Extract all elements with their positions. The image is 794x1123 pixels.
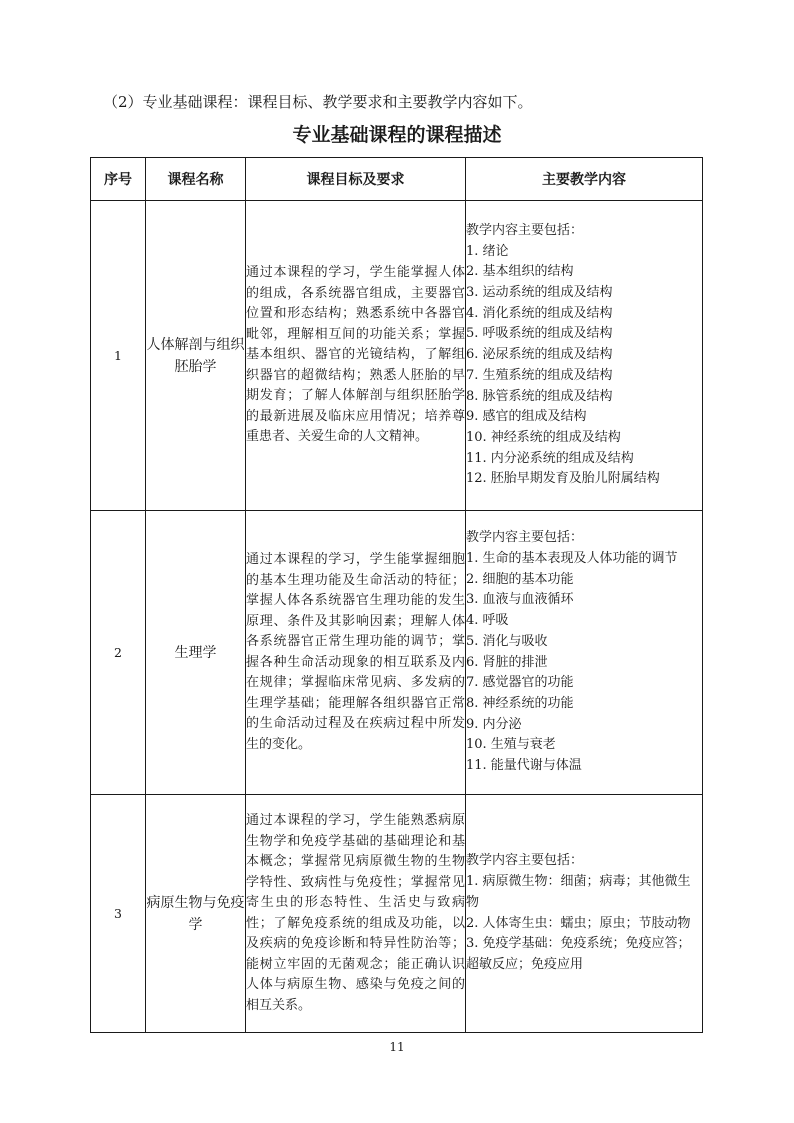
content-list: [466, 242, 702, 490]
table-row: [91, 795, 703, 1033]
course-content: [466, 201, 703, 511]
content-item: 5. 消化与吸收: [466, 633, 548, 649]
intro-paragraph: （2）专业基础课程：课程目标、教学要求和主要教学内容如下。: [103, 93, 533, 111]
content-item: 12. 胚胎早期发育及胎儿附属结构: [466, 471, 660, 487]
table-row: [91, 201, 703, 511]
page-number: 11: [389, 1040, 405, 1054]
course-name: 生理学: [146, 511, 246, 795]
content-item: 4. 消化系统的组成及结构: [466, 305, 613, 321]
table-title: 专业基础课程的课程描述: [292, 124, 502, 146]
table-row: [91, 511, 703, 795]
content-intro: 教学内容主要包括：: [466, 853, 584, 869]
content-item: 3. 免疫学基础：免疫系统；免疫应答；超敏反应；免疫应用: [466, 936, 691, 972]
header-num: 序号: [91, 158, 146, 201]
header-content: 主要教学内容: [466, 158, 703, 201]
content-item: 7. 感觉器官的功能: [466, 675, 574, 691]
row-number: 1: [91, 201, 146, 511]
content-list: [466, 549, 702, 777]
course-table: [90, 157, 703, 1033]
row-number: 3: [91, 795, 146, 1033]
content-list: [466, 872, 702, 976]
course-name: 人体解剖与组织胚胎学: [146, 201, 246, 511]
content-item: 4. 呼吸: [466, 613, 509, 629]
content-item: 2. 细胞的基本功能: [466, 571, 574, 587]
course-content: [466, 795, 703, 1033]
row-number: 2: [91, 511, 146, 795]
content-item: 9. 感官的组成及结构: [466, 409, 587, 425]
header-goal: 课程目标及要求: [246, 158, 466, 201]
content-item: 3. 血液与血液循环: [466, 592, 574, 608]
content-item: 11. 能量代谢与体温: [466, 758, 582, 774]
content-item: 10. 生殖与衰老: [466, 737, 556, 753]
content-intro: 教学内容主要包括：: [466, 530, 584, 546]
table-header: [91, 158, 703, 201]
content-item: 5. 呼吸系统的组成及结构: [466, 326, 613, 342]
content-item: 3. 运动系统的组成及结构: [466, 285, 613, 301]
content-item: 7. 生殖系统的组成及结构: [466, 367, 613, 383]
course-content: [466, 511, 703, 795]
content-item: 1. 绪论: [466, 243, 509, 259]
header-name: 课程名称: [146, 158, 246, 201]
content-item: 2. 基本组织的结构: [466, 264, 574, 280]
content-item: 6. 泌尿系统的组成及结构: [466, 347, 613, 363]
course-goal: 通过本课程的学习，学生能熟悉病原生物学和免疫学基础的基础理论和基本概念；掌握常见病原微生物的生物学特性、致病性与免疫性；掌握常见寄生虫的形态特性、生活史与致病性；了解免疫系统的组成及功能，以及疾病的免疫诊断和特异性防治等；能树立牢固的无菌观念；能正确认识人体与病原生物、感染与免疫之间的相互关系。: [246, 795, 466, 1033]
content-item: 11. 内分泌系统的组成及结构: [466, 450, 634, 466]
course-name: 病原生物与免疫学: [146, 795, 246, 1033]
course-goal: 通过本课程的学习，学生能掌握人体的组成，各系统器官组成，主要器官位置和形态结构；熟悉系统中各器官毗邻，理解相互间的功能关系；掌握基本组织、器官的光镜结构，了解组织器官的超微结构；熟悉人胚胎的早期发育；了解人体解剖与组织胚胎学的最新进展及临床应用情况；培养尊重患者、关爱生命的人文精神。: [246, 201, 466, 511]
content-item: 10. 神经系统的组成及结构: [466, 429, 621, 445]
content-item: 9. 内分泌: [466, 716, 522, 732]
content-item: 8. 神经系统的功能: [466, 695, 574, 711]
content-item: 2. 人体寄生虫：蠕虫；原虫；节肢动物: [466, 915, 691, 931]
content-intro: 教学内容主要包括：: [466, 222, 584, 238]
content-item: 1. 生命的基本表现及人体功能的调节: [466, 550, 678, 566]
content-item: 8. 脉管系统的组成及结构: [466, 388, 613, 404]
content-item: 1. 病原微生物：细菌；病毒；其他微生物: [466, 874, 691, 910]
course-goal: 通过本课程的学习，学生能掌握细胞的基本生理功能及生命活动的特征；掌握人体各系统器官生理功能的发生原理、条件及其影响因素；理解人体各系统器官正常生理功能的调节；掌握各种生命活动现象的相互联系及内在规律；掌握临床常见病、多发病的生理学基础；能理解各组织器官正常的生命活动过程及在疾病过程中所发生的变化。: [246, 511, 466, 795]
content-item: 6. 肾脏的排泄: [466, 654, 548, 670]
